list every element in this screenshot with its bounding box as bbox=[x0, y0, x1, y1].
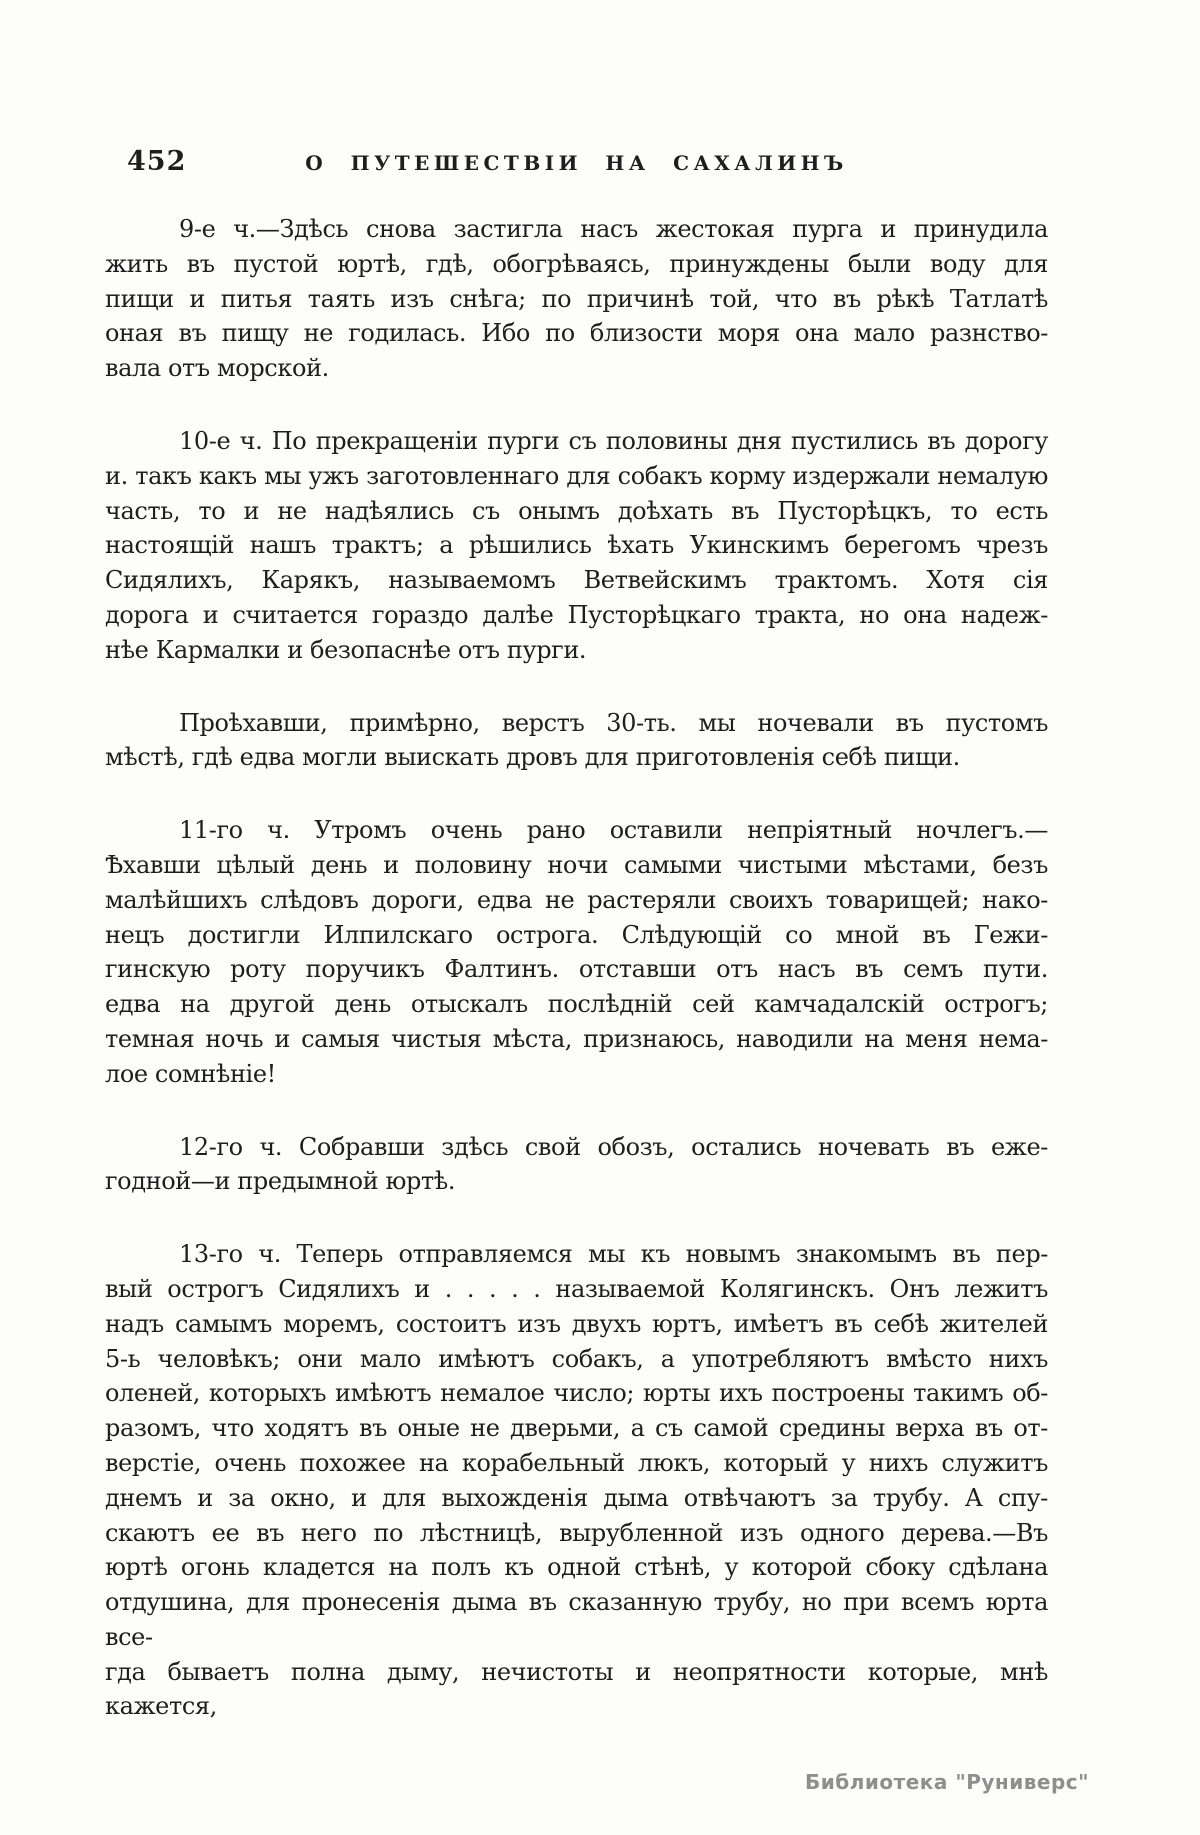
text-line: разомъ, что ходятъ въ оные не дверьми, а съ самой средины верха въ от- bbox=[105, 1414, 1048, 1443]
text-line: настоящій нашъ трактъ; а рѣшились ѣхать Укинскимъ берегомъ чрезъ bbox=[105, 531, 1048, 560]
text-line: 13-го ч. Теперь отправляемся мы къ новымъ знакомымъ въ пер- bbox=[179, 1240, 1048, 1269]
paragraph bbox=[105, 706, 1048, 776]
paragraph bbox=[105, 813, 1048, 1091]
text-line: пищи и питья таять изъ снѣга; по причинѣ той, что въ рѣкѣ Татлатѣ bbox=[105, 284, 1048, 313]
paragraph bbox=[105, 212, 1048, 386]
text-line: оная въ пищу не годилась. Ибо по близости моря она мало разнство- bbox=[105, 319, 1048, 348]
paragraph bbox=[105, 1130, 1048, 1200]
text-line: дорога и считается гораздо далѣе Пусторѣцкаго тракта, но она надеж- bbox=[105, 600, 1048, 629]
running-header: О ПУТЕШЕСТВІИ НА САХАЛИНЪ bbox=[305, 151, 848, 175]
page-number: 452 bbox=[127, 146, 187, 177]
text-line: надъ самымъ моремъ, состоитъ изъ двухъ юртъ, имѣетъ въ себѣ жителей bbox=[105, 1309, 1048, 1338]
text-line: гда бываетъ полна дыму, нечистоты и неопрятности которые, мнѣ кажется, bbox=[105, 1657, 1048, 1721]
text-line: годной—и предымной юртѣ. bbox=[105, 1167, 456, 1196]
text-line: жить въ пустой юртѣ, гдѣ, обогрѣваясь, принуждены были воду для bbox=[105, 249, 1048, 278]
text-line: 11-го ч. Утромъ очень рано оставили непріятный ночлегъ.— bbox=[179, 816, 1048, 845]
text-line: скаютъ ее въ него по лѣстницѣ, вырубленной изъ одного дерева.—Въ bbox=[105, 1518, 1048, 1547]
text-line: часть, то и не надѣялись съ онымъ доѣхать въ Пусторѣцкъ, то есть bbox=[105, 496, 1048, 525]
text-line: едва на другой день отыскалъ послѣдній сей камчадалскій острогъ; bbox=[105, 990, 1048, 1019]
text-line: 5-ь человѣкъ; они мало имѣютъ собакъ, а употребляютъ вмѣсто нихъ bbox=[105, 1344, 1048, 1373]
page-body bbox=[105, 212, 1048, 1724]
text-line: Ѣхавши цѣлый день и половину ночи самыми чистыми мѣстами, безъ bbox=[105, 850, 1048, 879]
text-line: лое сомнѣніе! bbox=[105, 1059, 276, 1088]
paragraph bbox=[105, 424, 1048, 668]
text-line: малѣйшихъ слѣдовъ дороги, едва не растеряли своихъ товарищей; нако- bbox=[105, 885, 1048, 914]
text-line: Сидялихъ, Карякъ, называемомъ Ветвейскимъ трактомъ. Хотя сія bbox=[105, 566, 1048, 595]
text-line: днемъ и за окно, и для выхожденія дыма отвѣчаютъ за трубу. А спу- bbox=[105, 1483, 1048, 1512]
text-line: мѣстѣ, гдѣ едва могли выискать дровъ для приготовленія себѣ пищи. bbox=[105, 743, 960, 772]
text-line: нѣе Кармалки и безопаснѣе отъ пурги. bbox=[105, 635, 587, 664]
library-watermark: Библиотека "Руниверс" bbox=[805, 1770, 1090, 1794]
text-line: вала отъ морской. bbox=[105, 354, 329, 383]
text-line: юртѣ огонь кладется на полъ къ одной стѣнѣ, у которой сбоку сдѣлана bbox=[105, 1553, 1048, 1582]
text-line: темная ночь и самыя чистыя мѣста, признаюсь, наводили на меня нема- bbox=[105, 1024, 1048, 1053]
text-line: Проѣхавши, примѣрно, верстъ 30-ть. мы ночевали въ пустомъ bbox=[179, 708, 1048, 737]
text-line: верстіе, очень похожее на корабельный люкъ, который у нихъ служитъ bbox=[105, 1448, 1048, 1477]
text-line: оленей, которыхъ имѣютъ немалое число; юрты ихъ построены такимъ об- bbox=[105, 1379, 1048, 1408]
text-line: 12-го ч. Собравши здѣсь свой обозъ, остались ночевать въ еже- bbox=[179, 1132, 1048, 1161]
text-line: вый острогъ Сидялихъ и . . . . . называемой Колягинскъ. Онъ лежитъ bbox=[105, 1274, 1048, 1303]
paragraph bbox=[105, 1237, 1048, 1724]
text-line: 10-е ч. По прекращеніи пурги съ половины дня пустились въ дорогу bbox=[179, 426, 1048, 455]
text-line: и. такъ какъ мы ужъ заготовленнаго для собакъ корму издержали немалую bbox=[105, 461, 1048, 490]
text-line: нецъ достигли Илпилскаго острога. Слѣдующій со мной въ Гежи- bbox=[105, 920, 1048, 949]
text-line: отдушина, для пронесенія дыма въ сказанную трубу, но при всемъ юрта все- bbox=[105, 1588, 1048, 1651]
text-line: гинскую роту поручикъ Фалтинъ. отставши отъ насъ въ семъ пути. bbox=[105, 955, 1048, 984]
page-header bbox=[105, 146, 1048, 180]
text-line: 9-е ч.—Здѣсь снова застигла насъ жестокая пурга и принудила bbox=[179, 215, 1048, 243]
